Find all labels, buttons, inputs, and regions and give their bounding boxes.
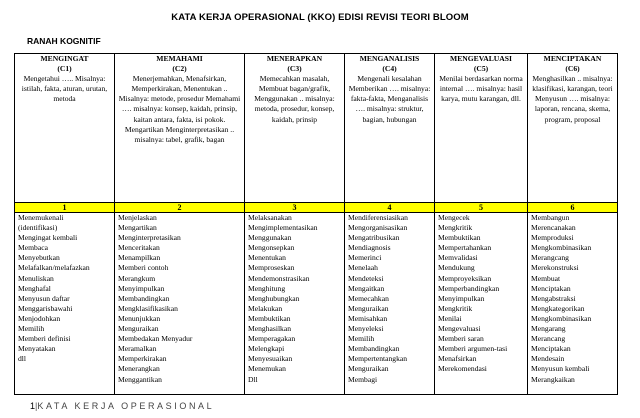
verb-item: Melengkapi (248, 344, 285, 354)
verb-item: Merangcang (531, 253, 569, 263)
verb-item: Menceritakan (118, 243, 160, 253)
verb-item: Menggantikan (118, 374, 162, 384)
level-name: MENGINGAT (40, 54, 89, 63)
level-code: (C3) (287, 64, 302, 74)
verb-item: Melafalkan/melafazkan (18, 263, 90, 273)
verb-item: Meramalkan (118, 344, 157, 354)
kko-table (14, 53, 618, 395)
header-cell-mengevaluasi (435, 54, 528, 203)
verb-item: Melaksanakan (248, 213, 292, 222)
verb-item: Mengorganisasikan (348, 223, 408, 233)
verb-item: Merangkaikan (531, 374, 575, 384)
verb-item: Menghubungkan (248, 293, 300, 303)
level-description: Menilai berdasarkan norma internal …. misalnya: hasil karya, mutu karangan, dll. (439, 74, 523, 104)
verb-item: Menjodohkan (18, 313, 61, 323)
verb-item: Merencanakan (531, 223, 576, 233)
verb-item: Memberi argumen-tasi (438, 344, 508, 354)
header-cell-mengingat (15, 54, 115, 203)
verb-item: (identifikasi) (18, 223, 58, 233)
header-cell-memahami (115, 54, 245, 203)
verb-item: Mengklasifikasikan (118, 303, 178, 313)
header-cell-menerapkan (245, 54, 345, 203)
header-cell-menciptakan (528, 54, 618, 203)
verb-item: Mengecek (438, 213, 470, 222)
verb-item: Mengartikan (118, 223, 157, 233)
verb-item: Membuktikan (438, 233, 481, 243)
verb-item: Menemukenali (18, 213, 64, 222)
verb-item: Mengkombinasikan (531, 243, 592, 253)
verb-item: Memberi saran (438, 334, 484, 344)
verb-item: Menghitung (248, 283, 286, 293)
verb-item: Merangkum (118, 273, 156, 283)
document-title: KATA KERJA OPERASIONAL (KKO) EDISI REVISI TEORI BLOOM (171, 12, 469, 23)
verb-item: Mengabstraksi (531, 293, 576, 303)
verbs-row (15, 213, 618, 395)
level-number: 5 (435, 203, 528, 213)
header-row (15, 54, 618, 203)
verb-item: Menyusun daftar (18, 293, 70, 303)
level-description: Mengenali kesalahan Memberikan …. misalnya: fakta-fakta, Menganalisis …. misalnya: struktur, bagian, hubungan (348, 74, 431, 124)
verb-item: Dll (248, 374, 258, 384)
footer-text: KATA KERJA OPERASIONAL (37, 401, 215, 411)
level-description: Menghasilkan .. misalnya: klasifikasi, karangan, teori Menyusun …. misalnya: laporan, rencana, skema, program, proposal (532, 74, 613, 124)
verb-item: Mengonsepkan (248, 243, 295, 253)
verb-item: Membaca (18, 243, 48, 253)
verb-item: Menyatakan (18, 344, 56, 354)
verb-item: Merekomendasi (438, 364, 487, 374)
verb-item: Menginterpretasikan (118, 233, 181, 243)
verb-item: Memproseskan (248, 263, 295, 273)
level-description: Mengetahui ….. Misalnya: istilah, fakta, aturan, urutan, metoda (21, 74, 108, 104)
verb-item: Menciptakan (531, 283, 571, 293)
number-row (15, 203, 618, 213)
level-code: (C4) (382, 64, 397, 74)
verb-item: Merancang (531, 334, 566, 344)
verb-item: Mengkategorikan (531, 303, 585, 313)
verb-item: Membuktikan (248, 313, 291, 323)
verb-item: Menggarisbawahi (18, 303, 73, 313)
level-code: (C5) (473, 64, 489, 74)
verb-item: dll (18, 354, 27, 364)
verb-item: Menafsirkan (438, 354, 477, 364)
verb-item: Menuliskan (18, 273, 54, 283)
verb-item: Membuat (531, 273, 561, 283)
verb-item: Memberi contoh (118, 263, 169, 273)
verb-item: Mendeteksi (348, 273, 384, 283)
level-code: (C2) (172, 64, 187, 74)
verb-item: Mengkombinasikan (531, 313, 592, 323)
verb-item: Memilih (348, 334, 375, 344)
level-name: MENGANALISIS (359, 54, 420, 63)
level-code: (C6) (565, 64, 580, 74)
footer-separator: | (35, 401, 38, 411)
verb-item: Mempertahankan (438, 243, 492, 253)
verb-item: Menguraikan (348, 364, 389, 374)
verb-item: Menemukan (248, 364, 286, 374)
level-number: 4 (345, 203, 435, 213)
verb-list-mengingat (15, 213, 115, 395)
verb-item: Memproyeksikan (438, 273, 492, 283)
verb-item: Memerinci (348, 253, 382, 263)
verb-item: Menerangkan (118, 364, 160, 374)
verb-item: Menyimpulkan (118, 283, 165, 293)
verb-item: Membandingkan (348, 344, 400, 354)
verb-item: Mengevaluasi (438, 324, 481, 334)
verb-item: Memberi definisi (18, 334, 71, 344)
level-number: 2 (115, 203, 245, 213)
verb-item: Mengingat kembali (18, 233, 78, 243)
verb-list-menerapkan (245, 213, 345, 395)
verb-item: Mengkritik (438, 303, 473, 313)
verb-item: Menelaah (348, 263, 378, 273)
verb-item: Menghasilkan (248, 324, 292, 334)
verb-item: Mendiferensiasikan (348, 213, 408, 222)
level-description: Menerjemahkan, Menafsirkan, Memperkirakan, Menentukan .. Misalnya: metode, prosedur Memahami …. misalnya: konsep, kaidah, prinsip, kaitan antara, fakta, isi pokok. Mengartikan Menginterpretasikan .. misalnya: tabel, grafik, bagan (118, 74, 241, 144)
level-name: MENERAPKAN (266, 54, 323, 63)
verb-item: Memperbandingkan (438, 283, 500, 293)
verb-item: Menguraikan (348, 303, 389, 313)
level-code: (C1) (57, 64, 72, 74)
verb-list-menganalisis (345, 213, 435, 395)
verb-item: Menunjukkan (118, 313, 161, 323)
verb-item: Menciptakan (531, 344, 571, 354)
verb-item: Menggunakan (248, 233, 292, 243)
level-number: 3 (245, 203, 345, 213)
verb-item: Mendemonstrasikan (248, 273, 310, 283)
verb-item: Menyimpulkan (438, 293, 485, 303)
level-name: MENGEVALUASI (450, 54, 512, 63)
page-footer (30, 401, 214, 411)
verb-item: Memperagakan (248, 334, 296, 344)
verb-list-mengevaluasi (435, 213, 528, 395)
verb-item: Menyusun kembali (531, 364, 590, 374)
verb-item: Membedakan Menyadur (118, 334, 193, 344)
page-number: 1 (30, 401, 36, 411)
verb-item: Menguraikan (118, 324, 159, 334)
verb-item: Menilai (438, 313, 462, 323)
verb-item: Menjelaskan (118, 213, 157, 222)
verb-item: Mengimplementasikan (248, 223, 318, 233)
verb-item: Mendesain (531, 354, 565, 364)
verb-item: Merekonstruksi (531, 263, 579, 273)
verb-item: Mengarang (531, 324, 566, 334)
verb-item: Membangun (531, 213, 570, 222)
verb-item: Mempertentangkan (348, 354, 408, 364)
verb-item: Memvalidasi (438, 253, 478, 263)
verb-item: Memilih (18, 324, 45, 334)
verb-item: Mengatribusikan (348, 233, 400, 243)
verb-item: Melakukan (248, 303, 283, 313)
verb-item: Menghafal (18, 283, 51, 293)
verb-item: Membagi (348, 374, 378, 384)
verb-item: Menyeleksi (348, 324, 384, 334)
verb-item: Menampilkan (118, 253, 161, 263)
verb-item: Menyebutkan (18, 253, 60, 263)
verb-item: Menyesuaikan (248, 354, 293, 364)
level-description: Memecahkan masalah, Membuat bagan/grafik, Menggunakan .. misalnya: metoda, prosedur, konsep, kaidah, prinsip (254, 74, 335, 124)
level-number: 6 (528, 203, 618, 213)
verb-item: Mendukung (438, 263, 475, 273)
section-subtitle: RANAH KOGNITIF (27, 36, 101, 46)
verb-list-memahami (115, 213, 245, 395)
verb-list-menciptakan (528, 213, 618, 395)
verb-item: Menentukan (248, 253, 286, 263)
level-name: MEMAHAMI (156, 54, 203, 63)
level-name: MENCIPTAKAN (543, 54, 602, 63)
verb-item: Mendiagnosis (348, 243, 391, 253)
level-number: 1 (15, 203, 115, 213)
verb-item: Membandingkan (118, 293, 170, 303)
verb-item: Mengaitkan (348, 283, 385, 293)
header-cell-menganalisis (345, 54, 435, 203)
verb-item: Memisahkan (348, 313, 388, 323)
verb-item: Memperkirakan (118, 354, 167, 364)
verb-item: Mengkritik (438, 223, 473, 233)
verb-item: Memecahkan (348, 293, 389, 303)
verb-item: Memproduksi (531, 233, 574, 243)
